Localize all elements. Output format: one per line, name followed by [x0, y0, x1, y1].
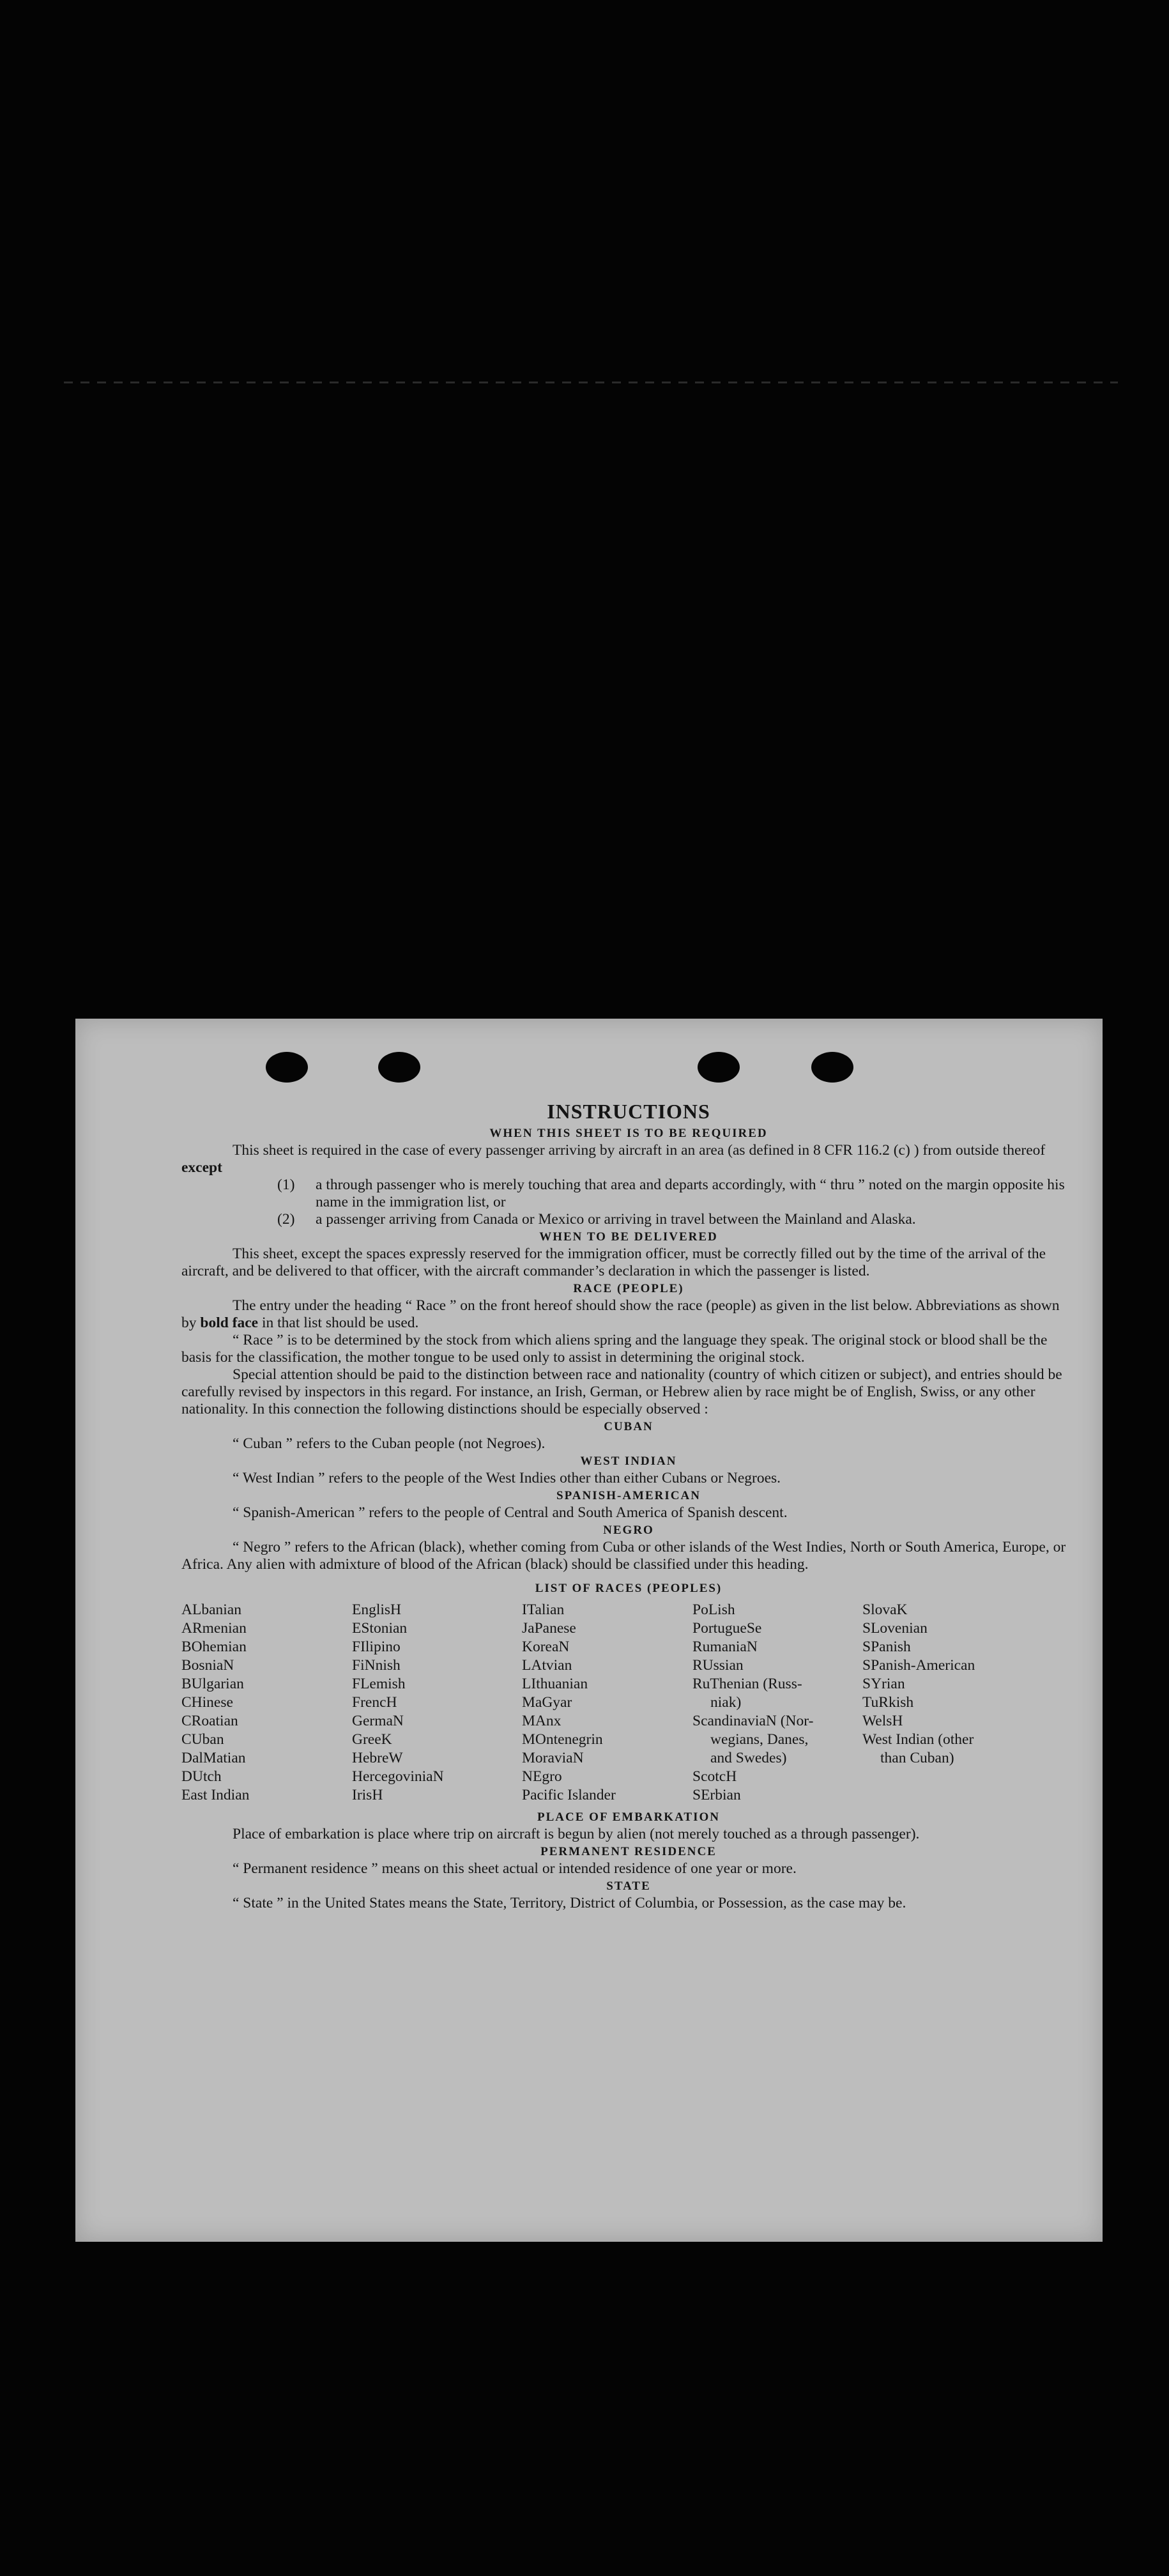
spanish-american-text: “ Spanish-American ” refers to the people of Central and South America of Spanish descent. [233, 1504, 788, 1521]
race-entry: GreeK [352, 1731, 392, 1748]
west-indian-text: “ West Indian ” refers to the people of the West Indies other than either Cubans or Negroes. [233, 1470, 781, 1486]
state-text: “ State ” in the United States means the State, Territory, District of Columbia, or Possession, as the case may be. [233, 1895, 906, 1911]
instructions-content [181, 1100, 1076, 1912]
section-heading-race: RACE (PEOPLE) [573, 1282, 684, 1295]
punch-hole [378, 1052, 420, 1083]
race-entry: PortugueSe [692, 1620, 762, 1637]
race-column-2 [352, 1601, 522, 1805]
section-heading-negro: NEGRO [603, 1523, 654, 1537]
race-entry: SYrian [862, 1676, 905, 1692]
race-entry: SlovaK [862, 1601, 908, 1618]
race-entry: MOntenegrin [522, 1731, 603, 1748]
section-heading-spanish-american: SPANISH-AMERICAN [556, 1489, 701, 1502]
race-entry: WelsH [862, 1713, 903, 1729]
race-entry: EStonian [352, 1620, 408, 1637]
race-entry: BUlgarian [181, 1676, 244, 1692]
race-column-1 [181, 1601, 352, 1805]
race-entry: PoLish [692, 1601, 735, 1618]
race-entry: JaPanese [522, 1620, 576, 1637]
delivered-text: This sheet, except the spaces expressly reserved for the immigration officer, must be correctly filled out by the time of the arrival of the aircraft, and be delivered to that officer, with the aircraft commander’s declaration in which the passenger is listed. [181, 1246, 1046, 1279]
except-bold: except [181, 1159, 222, 1176]
section-heading-races: LIST OF RACES (PEOPLES) [535, 1582, 722, 1595]
race-entry-continued: wegians, Danes, [710, 1731, 809, 1748]
race-column-4 [692, 1601, 862, 1805]
race-entry: CHinese [181, 1694, 233, 1711]
race-entry: West Indian (other [862, 1731, 974, 1748]
section-heading-embarkation: PLACE OF EMBARKATION [537, 1810, 720, 1824]
race-entry: FrencH [352, 1694, 397, 1711]
race-entry: DalMatian [181, 1750, 246, 1766]
section-heading-west-indian: WEST INDIAN [580, 1454, 677, 1468]
race-entry: BOhemian [181, 1639, 247, 1655]
document-title: INSTRUCTIONS [547, 1100, 710, 1123]
race-entry: NEgro [522, 1768, 562, 1785]
race-paragraph-2: “ Race ” is to be determined by the stock from which aliens spring and the language they speak. The original stock or blood shall be the basis for the classification, the mother tongue to be used only to assist in determining the original stock. [181, 1332, 1048, 1366]
residence-text: “ Permanent residence ” means on this sheet actual or intended residence of one year or more. [233, 1860, 797, 1877]
race-entry: RumaniaN [692, 1639, 758, 1655]
race-entry: GermaN [352, 1713, 404, 1729]
race-entry: SPanish [862, 1639, 911, 1655]
embarkation-text: Place of embarkation is place where trip on aircraft is begun by alien (not merely touched as a through passenger). [233, 1826, 920, 1842]
punch-hole [698, 1052, 740, 1083]
race-entry: CUban [181, 1731, 224, 1748]
exception-item-1: (1) a through passenger who is merely touching that area and departs accordingly, with “ thru ” noted on the margin opposite his name in the immigration list, or [277, 1176, 1065, 1210]
race-paragraph-1: The entry under the heading “ Race ” on the front hereof should show the race (people) as given in the list below. Abbreviations as shown by bold face in that list should be used. [181, 1297, 1060, 1331]
race-entry: MoraviaN [522, 1750, 584, 1766]
race-entry: ScotcH [692, 1768, 737, 1785]
race-entry: FIlipino [352, 1639, 401, 1655]
race-entry-continued: niak) [710, 1694, 742, 1711]
race-entry: MaGyar [522, 1694, 572, 1711]
race-entry: EnglisH [352, 1601, 402, 1618]
race-entry: ARmenian [181, 1620, 247, 1637]
race-entry: ALbanian [181, 1601, 241, 1618]
race-entry: HercegoviniaN [352, 1768, 444, 1785]
race-entry: ITalian [522, 1601, 565, 1618]
race-entry: KoreaN [522, 1639, 570, 1655]
race-entry: MAnx [522, 1713, 562, 1729]
section-heading-delivered: WHEN TO BE DELIVERED [539, 1230, 718, 1244]
race-entry: BosniaN [181, 1657, 234, 1674]
race-entry: East Indian [181, 1787, 250, 1803]
race-entry: IrisH [352, 1787, 383, 1803]
race-entry: HebreW [352, 1750, 403, 1766]
race-entry: RuThenian (Russ- [692, 1676, 802, 1692]
exception-item-2: (2) a passenger arriving from Canada or Mexico or arriving in travel between the Mainland and Alaska. [277, 1211, 916, 1228]
race-entry: DUtch [181, 1768, 222, 1785]
race-paragraph-3: Special attention should be paid to the distinction between race and nationality (country of which citizen or subject), and entries should be carefully revised by inspectors in this regard. For instance, an Irish, German, or Hebrew alien by race might be of English, Swiss, or any other nationality. In this connection the following distinctions should be especially observed : [181, 1366, 1062, 1417]
race-entry: SLovenian [862, 1620, 928, 1637]
race-entry: LIthuanian [522, 1676, 588, 1692]
section-heading-required: WHEN THIS SHEET IS TO BE REQUIRED [489, 1127, 768, 1140]
scan-artifact-line [64, 382, 1118, 383]
punch-hole [811, 1052, 853, 1083]
race-entry: Pacific Islander [522, 1787, 616, 1803]
section-heading-cuban: CUBAN [604, 1420, 653, 1433]
instruction-sheet [75, 1019, 1103, 2242]
race-list [181, 1601, 1076, 1805]
race-entry: FiNnish [352, 1657, 401, 1674]
race-entry: SErbian [692, 1787, 741, 1803]
section-heading-residence: PERMANENT RESIDENCE [540, 1845, 717, 1858]
race-column-3 [522, 1601, 692, 1805]
cuban-text: “ Cuban ” refers to the Cuban people (not Negroes). [233, 1435, 546, 1452]
race-entry: RUssian [692, 1657, 744, 1674]
race-entry-continued: and Swedes) [710, 1750, 787, 1766]
race-entry: LAtvian [522, 1657, 572, 1674]
punch-hole [266, 1052, 308, 1083]
section-heading-state: STATE [606, 1879, 651, 1893]
negro-text: “ Negro ” refers to the African (black), whether coming from Cuba or other islands of the West Indies, North or South America, Europe, or Africa. Any alien with admixture of blood of the African (black) should be classified under this heading. [181, 1539, 1066, 1573]
race-column-5 [862, 1601, 1076, 1805]
race-entry: SPanish-American [862, 1657, 975, 1674]
race-entry-continued: than Cuban) [880, 1750, 954, 1766]
required-intro: This sheet is required in the case of every passenger arriving by aircraft in an area (as defined in 8 CFR 116.2 (c) ) from outside thereof except [181, 1142, 1046, 1176]
race-entry: CRoatian [181, 1713, 238, 1729]
race-entry: TuRkish [862, 1694, 914, 1711]
race-entry: FLemish [352, 1676, 406, 1692]
race-entry: ScandinaviaN (Nor- [692, 1713, 814, 1729]
